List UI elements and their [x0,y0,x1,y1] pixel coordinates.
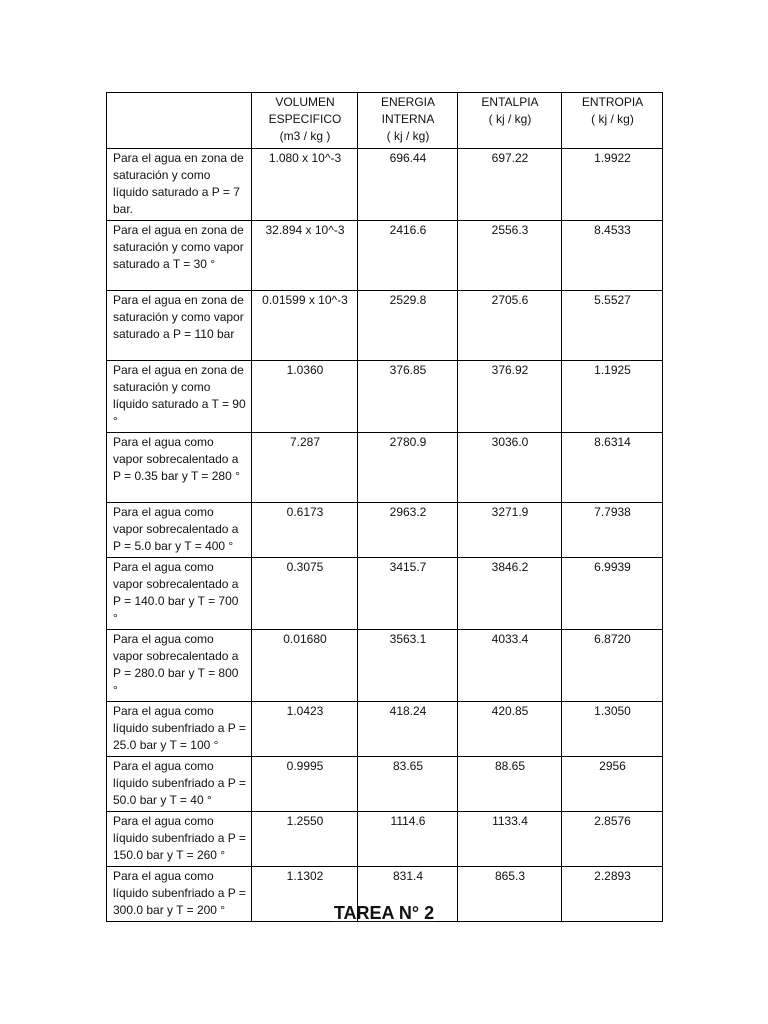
row-description-cell: Para el agua en zona de saturación y como vapor saturado a P = 110 bar [107,291,252,361]
entropia-cell: 6.8720 [562,630,663,702]
volumen-cell: 1.080 x 10^-3 [252,149,358,221]
row-description-cell: Para el agua en zona de saturación y como líquido saturado a P = 7 bar. [107,149,252,221]
volumen-cell: 7.287 [252,433,358,503]
energia-cell: 2963.2 [358,503,458,558]
row-description-cell: Para el agua como líquido subenfriado a P = 300.0 bar y T = 200 ° [107,867,252,922]
table-row [107,630,663,702]
volumen-cell: 0.9995 [252,757,358,812]
entropia-cell: 8.6314 [562,433,663,503]
energia-cell: 83.65 [358,757,458,812]
entropia-cell: 1.1925 [562,361,663,433]
entalpia-cell: 1133.4 [458,812,562,867]
entropia-cell: 1.9922 [562,149,663,221]
entalpia-cell: 3271.9 [458,503,562,558]
table-row [107,702,663,757]
entropia-cell: 8.4533 [562,221,663,291]
entalpia-cell: 2705.6 [458,291,562,361]
volumen-cell: 0.01599 x 10^-3 [252,291,358,361]
header-volumen: VOLUMEN ESPECIFICO (m3 / kg ) [252,93,358,149]
volumen-cell: 1.0423 [252,702,358,757]
properties-table [106,92,663,922]
volumen-cell: 0.3075 [252,558,358,630]
entropia-cell: 7.7938 [562,503,663,558]
header-entalpia: ENTALPIA ( kj / kg) [458,93,562,149]
entalpia-cell: 865.3 [458,867,562,922]
energia-cell: 376.85 [358,361,458,433]
energia-cell: 1114.6 [358,812,458,867]
entropia-cell: 5.5527 [562,291,663,361]
header-entropia: ENTROPIA ( kj / kg) [562,93,663,149]
energia-cell: 696.44 [358,149,458,221]
entropia-cell: 1.3050 [562,702,663,757]
energia-cell: 831.4 [358,867,458,922]
row-description-cell: Para el agua en zona de saturación y como líquido saturado a T = 90 ° [107,361,252,433]
row-description-cell: Para el agua como vapor sobrecalentado a P = 280.0 bar y T = 800 ° [107,630,252,702]
row-description-cell: Para el agua como vapor sobrecalentado a P = 140.0 bar y T = 700 ° [107,558,252,630]
table-row [107,221,663,291]
entalpia-cell: 3036.0 [458,433,562,503]
table-row [107,812,663,867]
row-description-cell: Para el agua en zona de saturación y como vapor saturado a T = 30 ° [107,221,252,291]
volumen-cell: 32.894 x 10^-3 [252,221,358,291]
header-energia: ENERGIA INTERNA ( kj / kg) [358,93,458,149]
volumen-cell: 1.2550 [252,812,358,867]
entalpia-cell: 2556.3 [458,221,562,291]
table-row [107,503,663,558]
header-empty-cell [107,93,252,149]
energia-cell: 2780.9 [358,433,458,503]
page-title [0,903,768,924]
energia-cell: 418.24 [358,702,458,757]
table-row [107,558,663,630]
entropia-cell: 2.8576 [562,812,663,867]
energia-cell: 3563.1 [358,630,458,702]
entalpia-cell: 697.22 [458,149,562,221]
entalpia-cell: 88.65 [458,757,562,812]
energia-cell: 2416.6 [358,221,458,291]
entalpia-cell: 376.92 [458,361,562,433]
volumen-cell: 1.0360 [252,361,358,433]
energia-cell: 2529.8 [358,291,458,361]
row-description-cell: Para el agua como vapor sobrecalentado a P = 0.35 bar y T = 280 ° [107,433,252,503]
volumen-cell: 0.6173 [252,503,358,558]
table-row [107,433,663,503]
energia-cell: 3415.7 [358,558,458,630]
volumen-cell: 0.01680 [252,630,358,702]
entropia-cell: 2.2893 [562,867,663,922]
entropia-cell: 2956 [562,757,663,812]
row-description-cell: Para el agua como líquido subenfriado a P = 25.0 bar y T = 100 ° [107,702,252,757]
row-description-cell: Para el agua como líquido subenfriado a P = 150.0 bar y T = 260 ° [107,812,252,867]
table-row [107,757,663,812]
table-header-row [107,93,663,149]
row-description-cell: Para el agua como líquido subenfriado a P = 50.0 bar y T = 40 ° [107,757,252,812]
entropia-cell: 6.9939 [562,558,663,630]
table-row [107,291,663,361]
volumen-cell: 1.1302 [252,867,358,922]
entalpia-cell: 4033.4 [458,630,562,702]
page-title-text: TAREA N° 2 [333,903,435,923]
table-row [107,361,663,433]
table-body [107,149,663,922]
entalpia-cell: 420.85 [458,702,562,757]
row-description-cell: Para el agua como vapor sobrecalentado a P = 5.0 bar y T = 400 ° [107,503,252,558]
table-row [107,149,663,221]
entalpia-cell: 3846.2 [458,558,562,630]
